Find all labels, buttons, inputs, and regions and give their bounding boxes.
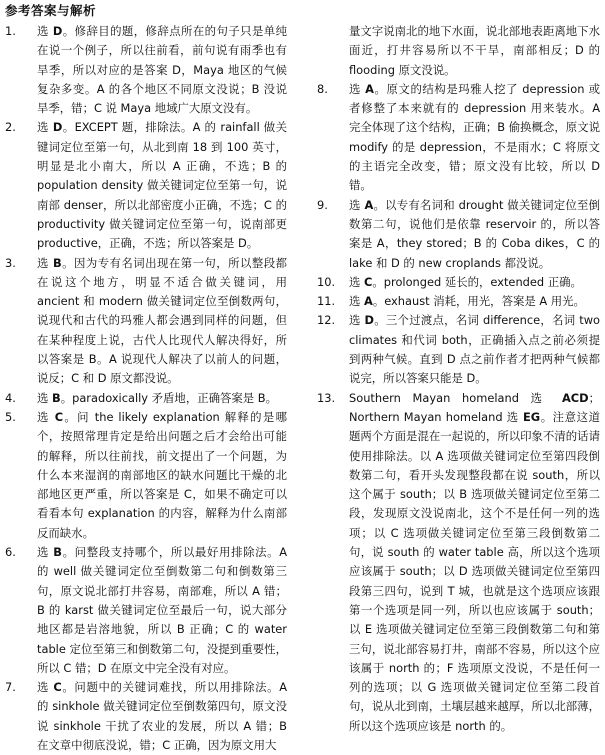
item-body bbox=[349, 80, 600, 196]
item-body bbox=[37, 543, 287, 678]
answer-item bbox=[317, 273, 600, 292]
item-prefix: 选 bbox=[37, 390, 53, 405]
answer-letter: C bbox=[54, 409, 64, 424]
item-prefix: 选 bbox=[349, 294, 365, 309]
left-column bbox=[5, 22, 287, 755]
item-number: 4. bbox=[5, 390, 16, 405]
explanation-text: 。问整段支持哪个，所以最好用排除法。A 的 well 做关键词定位至倒数第二句和倒数第三句，原文说北部打井容易，南部难，所以 A 错；B 的 karst 做关键词定位至最后一句，说大部分地区都是岩溶地貌，所以 B 正确；C 的 water table 定位至第三和倒数第二句，没提到重要性，所以 C 错；D 在原文中完全没有对应。 bbox=[37, 545, 287, 675]
item-body bbox=[37, 22, 287, 118]
answer-letter: B bbox=[53, 545, 62, 560]
explanation-text: 。paradoxically 矛盾地，正确答案是 B。 bbox=[60, 390, 277, 405]
explanation-text: 。问题中的关键词难找，所以用排除法。A 的 sinkhole 做关键词定位至倒数第四句，原文没说 sinkhole 干扰了农业的发展，所以 A 错；B 在文章中彻底没说，错；C 正确，因为原文用大 bbox=[37, 680, 287, 752]
page-title: 参考答案与解析 bbox=[5, 3, 97, 18]
answer-letter: C bbox=[364, 274, 373, 289]
explanation-text: 。问 the likely explanation 解释的是哪个，按照常理肯定是给出问题之后才会给出可能的解释，所以往前找，前文提出了一个问题，为什么本来湿润的南部地区的缺水问题比干燥的北部地区更严重，所以答案是 C，如果不确定可以看看本句 explanation 的内容，解释为什么南部反而缺水。 bbox=[37, 409, 287, 540]
answer-item bbox=[317, 22, 600, 80]
item-prefix: 选 bbox=[349, 274, 365, 289]
item-number: 6. bbox=[5, 545, 16, 560]
item-number: 12. bbox=[317, 313, 336, 328]
answer-letter: B bbox=[52, 390, 61, 405]
item-number: 5. bbox=[5, 409, 16, 424]
item-prefix: 选 bbox=[37, 24, 53, 38]
item-body bbox=[37, 118, 287, 253]
explanation-text: 。三个过渡点，名词 difference，名词 two climates 和代词 both，正确插入点之前必须提到两种气候。直到 D 点之前作者才把两种气候都说完，所以答案只能是 D。 bbox=[349, 313, 600, 386]
answer-item bbox=[317, 389, 600, 736]
item-body bbox=[349, 273, 600, 292]
explanation-text: 。prolonged 延长的，extended 正确。 bbox=[372, 274, 582, 289]
item-body bbox=[349, 292, 600, 311]
explanation-text: 。修辞目的题，修辞点所在的句子只是单纯在说一个例子，所以往前看，前句说有雨季也有旱季，所以对应的是答案 D，Maya 地区的气候复杂多变。A 的各个地区不同原文没说；B 没说旱季，错；C 说 Maya 地域广大原文没有。 bbox=[37, 24, 287, 116]
item-number: 13. bbox=[317, 390, 336, 405]
answer-letter: ACD bbox=[561, 390, 589, 405]
answer-item bbox=[5, 408, 287, 543]
answer-item bbox=[5, 389, 287, 408]
explanation-text: 量文字说南北的地下水面，说北部地表距离地下水面近，打井容易所以不干旱，南部相反；D 的 flooding 原文没说。 bbox=[349, 24, 600, 77]
item-number: 2. bbox=[5, 120, 16, 135]
explanation-text: 。以专有名词和 drought 做关键词定位至倒数第二句，说他们是依靠 reservoir 的，所以答案是 A，they stored；B 的 Coba dikes，C 的 lake 和 D 的 new croplands 都没说。 bbox=[349, 197, 600, 270]
item-number: 11. bbox=[317, 294, 336, 309]
item-prefix: 选 bbox=[349, 313, 365, 328]
item-number: 7. bbox=[5, 680, 16, 695]
item-body bbox=[349, 311, 600, 388]
answer-letter: A bbox=[364, 294, 373, 309]
answer-item bbox=[5, 118, 287, 253]
answer-item bbox=[5, 22, 287, 118]
explanation-text: 。注意这道题两个方面是混在一起说的，所以印象不清的话请使用排除法。以 A 选项做关键词定位至第四段倒数第二句，看开头发现整段都在说 south，所以这个属于 south；以 B 选项做关键词定位至第二段，发现原文没说南北，这个不是任何一列的选项；以 C 选项做关键词定位至第三段倒数第二句，说 south 的 water table 高，所以这个选项应该属于 south；以 D 选项做关键词定位至第四段第三四句，说到 T 城，也就是这个选项应该跟第一个选项是同一列，所以也应该属于 south；以 E 选项做关键词定位至第三段倒数第二句和第三句，说北部容易打井，南部不容易，所以这个应该属于 north 的；F 选项原文没说，不是任何一列的选项；以 G 选项做关键词定位至第二段首句，说从北到南，土壤层越来越厚，所以北部薄，所以这个选项应该是 north 的。 bbox=[349, 409, 600, 733]
explanation-text: 。因为专有名词出现在第一句，所以整段都在说这个地方，明显不适合做关键词，用 ancient 和 modern 做关键词定位至倒数两句，说现代和古代的玛雅人都会遇到同样的问题，但在某种程度上说，古代人比现代人解决得好，所以答案是 B。A 说现代人解决了以前人的问题，说反；C 和 D 原文都没说。 bbox=[37, 255, 287, 386]
item-prefix: 选 bbox=[37, 680, 54, 695]
item-prefix: 选 bbox=[37, 409, 55, 424]
item-body bbox=[37, 254, 287, 389]
item-prefix: 选 bbox=[37, 545, 54, 560]
item-number: 3. bbox=[5, 255, 16, 270]
item-prefix: ；Northern Mayan homeland 选 bbox=[349, 390, 600, 424]
answer-letter: B bbox=[52, 255, 62, 270]
item-prefix: 选 bbox=[37, 255, 53, 270]
item-prefix: Southern Mayan homeland 选 bbox=[349, 390, 562, 405]
item-body bbox=[37, 678, 287, 755]
explanation-text: 。exhaust 消耗，用光，答案是 A 用光。 bbox=[372, 294, 585, 309]
answer-item bbox=[317, 311, 600, 388]
item-prefix: 选 bbox=[349, 197, 365, 212]
answer-letter: D bbox=[364, 313, 374, 328]
right-column bbox=[317, 22, 600, 736]
answer-letter: A bbox=[365, 81, 374, 96]
item-number: 8. bbox=[317, 81, 328, 96]
answer-item bbox=[317, 80, 600, 196]
item-body bbox=[349, 389, 600, 736]
answer-letter: D bbox=[52, 24, 63, 38]
item-prefix: 选 bbox=[349, 81, 366, 96]
item-number: 9. bbox=[317, 197, 328, 212]
explanation-text: 。原文的结构是玛雅人挖了 depression 或者修整了本来就有的 depression 用来装水。A 完全体现了这个结构，正确；B 偷换概念，原文说 modify 的是 depression，不是雨水；C 将原文的主语完全改变，错；原文没有比较，所以 D 错。 bbox=[349, 81, 600, 193]
item-body bbox=[37, 389, 287, 408]
answer-item bbox=[5, 678, 287, 755]
answer-letter: EG bbox=[522, 409, 541, 424]
answer-item bbox=[5, 254, 287, 389]
answer-item bbox=[317, 292, 600, 311]
answer-item bbox=[317, 196, 600, 273]
answer-letter: D bbox=[52, 120, 63, 135]
item-number: 10. bbox=[317, 274, 336, 289]
item-body bbox=[349, 22, 600, 80]
item-prefix: 选 bbox=[37, 120, 53, 135]
answer-item bbox=[5, 543, 287, 678]
answer-letter: C bbox=[53, 680, 62, 695]
answer-letter: A bbox=[364, 197, 374, 212]
item-body bbox=[349, 196, 600, 273]
explanation-text: 。EXCEPT 题，排除法。A 的 rainfall 做关键词定位至第一句，从北到南 18 到 100 英寸，明显是北小南大，所以 A 正确，不选；B 的 population density 做关键词定位至第一句，说南部 denser，所以北部密度小正确，不选；C 的 productivity 做关键词定位至第一句，说南部更 productive，正确，不选；所以答案是 D。 bbox=[37, 120, 288, 251]
item-number: 1. bbox=[5, 24, 16, 38]
item-body bbox=[37, 408, 287, 543]
